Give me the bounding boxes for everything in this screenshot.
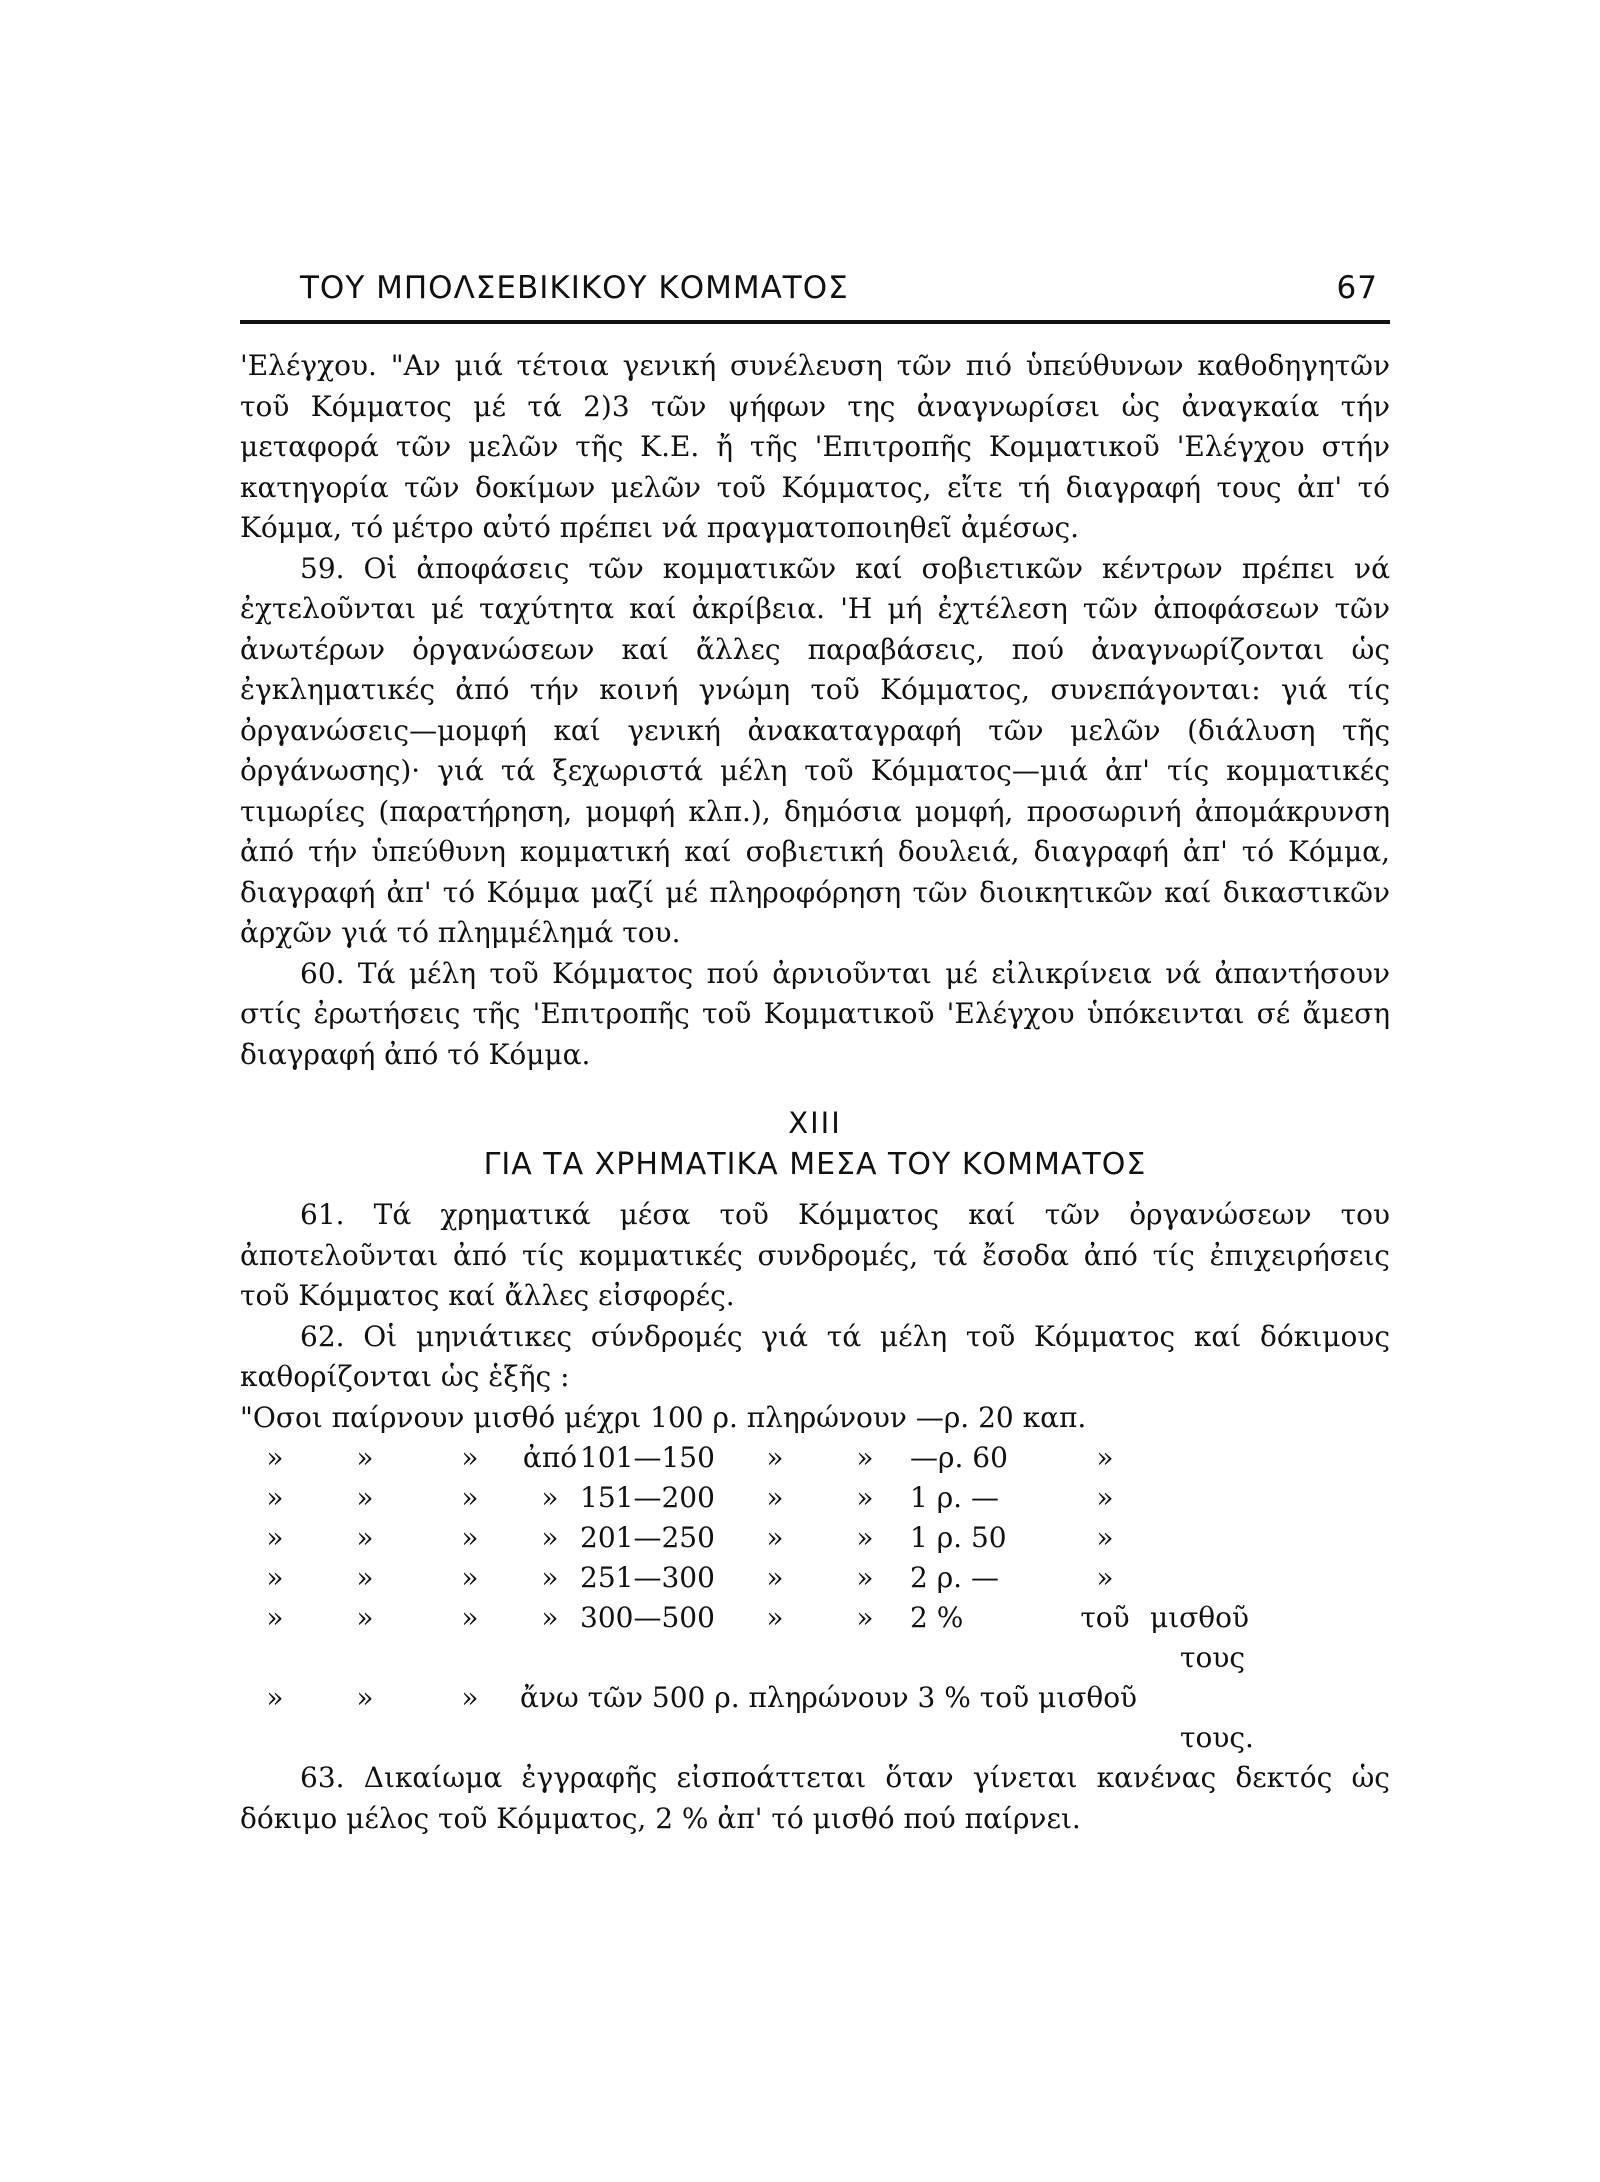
- fee-row: [240, 1478, 1390, 1518]
- ditto-mark: »: [356, 1441, 374, 1474]
- ditto-mark: »: [1096, 1481, 1114, 1514]
- ditto-mark: »: [1096, 1441, 1114, 1474]
- range-prefix: »: [541, 1601, 559, 1634]
- book-page: [240, 270, 1390, 1839]
- fee-row: [240, 1438, 1390, 1478]
- fee-tail: μισθοῦ: [1150, 1601, 1250, 1634]
- page-number: 67: [1336, 270, 1378, 306]
- ditto-mark: »: [266, 1601, 284, 1634]
- ditto-mark: »: [766, 1441, 784, 1474]
- salary-range: 151—200: [580, 1481, 715, 1514]
- ditto-mark: »: [266, 1681, 284, 1714]
- paragraph-59: 59. Οἱ ἀποφάσεις τῶν κομματικῶν καί σοβιετικῶν κέντρων πρέπει νά ἐχτελοῦνται μέ ταχύτητα καί ἀκρίβεια. 'Η μή ἐχτέλεση τῶν ἀποφάσεων τῶν ἀνωτέρων ὀργανώσεων καί ἄλλες παραβάσεις, πού ἀναγνωρίζονται ὡς ἐγκληματικές ἀπό τήν κοινή γνώμη τοῦ Κόμματος, συνεπάγονται: γιά τίς ὀργανώσεις—μομφή καί γενική ἀνακαταγραφή τῶν μελῶν (διάλυση τῆς ὀργάνωσης)· γιά τά ξεχωριστά μέλη τοῦ Κόμματος—μιά ἀπ' τίς κομματικές τιμωρίες (παρατήρηση, μομφή κλπ.), δημόσια μομφή, προσωρινή ἀπομάκρυνση ἀπό τήν ὑπεύθυνη κομματική καί σοβιετική δουλειά, διαγραφή ἀπ' τό Κόμμα, διαγραφή ἀπ' τό Κόμμα μαζί μέ πληροφόρηση τῶν διοικητικῶν καί δικαστικῶν ἀρχῶν γιά τό πλημμέλημά του.: [240, 551, 1390, 949]
- ditto-mark: »: [461, 1681, 479, 1714]
- header-rule: [240, 320, 1390, 324]
- fee-tail: [1150, 1478, 1390, 1518]
- range-prefix: »: [541, 1481, 559, 1514]
- fee-amount: 2 %: [910, 1601, 964, 1634]
- fee-row: [240, 1518, 1390, 1558]
- fee-tail-continuation: τους: [1180, 1641, 1246, 1674]
- ditto-mark: »: [1096, 1521, 1114, 1554]
- ditto-mark: »: [766, 1561, 784, 1594]
- salary-range: 300—500: [580, 1601, 715, 1634]
- salary-range: 251—300: [580, 1561, 715, 1594]
- fee-tail: [1150, 1558, 1390, 1598]
- fee-row-last-continuation: [240, 1718, 1390, 1758]
- fee-last-text: ἄνω τῶν 500 ρ. πληρώνουν 3 % τοῦ μισθοῦ: [520, 1681, 1138, 1714]
- paragraph-62: 62. Οἱ μηνιάτικες σύνδρομές γιά τά μέλη τοῦ Κόμματος καί δόκιμους καθορίζονται ὡς ἑξῆς :: [240, 1319, 1390, 1393]
- ditto-mark: »: [766, 1481, 784, 1514]
- section-title: ΓΙΑ ΤΑ ΧΡΗΜΑΤΙΚΑ ΜΕΣΑ ΤΟΥ ΚΟΜΜΑΤΟΣ: [483, 1147, 1147, 1182]
- ditto-mark: »: [356, 1681, 374, 1714]
- ditto-mark: »: [356, 1481, 374, 1514]
- ditto-mark: »: [356, 1561, 374, 1594]
- ditto-mark: »: [356, 1521, 374, 1554]
- salary-range: 101—150: [580, 1441, 715, 1474]
- paragraph-60: 60. Τά μέλη τοῦ Κόμματος πού ἀρνιοῦνται μέ εἰλικρίνεια νά ἀπαντήσουν στίς ἐρωτήσεις τῆς 'Επιτροπῆς τοῦ Κομματικοῦ 'Ελέγχου ὑπόκεινται σέ ἄμεση διαγραφή ἀπό τό Κόμμα.: [240, 956, 1390, 1071]
- body-text: [240, 346, 1390, 1839]
- running-title: ΤΟΥ ΜΠΟΛΣΕΒΙΚΙΚΟΥ ΚΟΜΜΑΤΟΣ: [300, 270, 849, 306]
- fees-table: [240, 1438, 1390, 1758]
- ditto-mark: »: [266, 1441, 284, 1474]
- fee-tail: [1150, 1518, 1390, 1558]
- fee-last-continuation: τους.: [1180, 1721, 1254, 1754]
- ditto-mark: »: [766, 1521, 784, 1554]
- ditto-mark: »: [266, 1481, 284, 1514]
- paragraph-control-continuation: 'Ελέγχου. "Αν μιά τέτοια γενική συνέλευση τῶν πιό ὑπεύθυνων καθοδηγητῶν τοῦ Κόμματος μέ τά 2)3 τῶν ψήφων της ἀναγνωρίσει ὡς ἀναγκαία τήν μεταφορά τῶν μελῶν τῆς Κ.Ε. ἤ τῆς 'Επιτροπῆς Κομματικοῦ 'Ελέγχου στήν κατηγορία τῶν δοκίμων μελῶν τοῦ Κόμματος, εἴτε τή διαγραφή τους ἀπ' τό Κόμμα, τό μέτρο αὐτό πρέπει νά πραγματοποιηθεῖ ἀμέσως.: [240, 349, 1390, 544]
- range-prefix: ἀπό: [522, 1441, 578, 1474]
- fee-row: [240, 1558, 1390, 1598]
- fee-amount: 2 ρ. —: [910, 1561, 999, 1594]
- ditto-mark: »: [461, 1481, 479, 1514]
- ditto-mark: »: [856, 1481, 874, 1514]
- ditto-mark: »: [461, 1441, 479, 1474]
- ditto-mark: »: [856, 1561, 874, 1594]
- fee-amount: 1 ρ. 50: [910, 1521, 1007, 1554]
- paragraph-61: 61. Τά χρηματικά μέσα τοῦ Κόμματος καί τῶν ὀργανώσεων του ἀποτελοῦνται ἀπό τίς κομματικές συνδρομές, τά ἔσοδα ἀπό τίς ἐπιχειρήσεις τοῦ Κόμματος καί ἄλλες εἰσφορές.: [240, 1198, 1390, 1312]
- fees-first-line: "Οσοι παίρνουν μισθό μέχρι 100 ρ. πληρώνουν —ρ. 20 καπ.: [240, 1400, 1087, 1434]
- ditto-mark: »: [856, 1601, 874, 1634]
- fee-amount: 1 ρ. —: [910, 1481, 999, 1514]
- ditto-mark: »: [461, 1601, 479, 1634]
- fee-amount: —ρ. 60: [910, 1441, 1008, 1474]
- ditto-mark: »: [1096, 1561, 1114, 1594]
- fee-row-last: [240, 1678, 1390, 1718]
- range-prefix: »: [541, 1521, 559, 1554]
- fee-tail-word: τοῦ: [1080, 1601, 1130, 1634]
- ditto-mark: »: [461, 1561, 479, 1594]
- range-prefix: »: [541, 1561, 559, 1594]
- ditto-mark: »: [266, 1521, 284, 1554]
- salary-range: 201—250: [580, 1521, 715, 1554]
- ditto-mark: »: [856, 1521, 874, 1554]
- ditto-mark: »: [461, 1521, 479, 1554]
- ditto-mark: »: [356, 1601, 374, 1634]
- section-number: XIII: [788, 1106, 842, 1140]
- fee-tail: [1150, 1438, 1390, 1478]
- running-head: [240, 270, 1390, 306]
- ditto-mark: »: [856, 1441, 874, 1474]
- ditto-mark: »: [266, 1561, 284, 1594]
- ditto-mark: »: [766, 1601, 784, 1634]
- fee-row: [240, 1598, 1390, 1638]
- paragraph-63: 63. Δικαίωμα ἐγγραφῆς εἰσποάττεται ὅταν γίνεται κανένας δεκτός ὡς δόκιμο μέλος τοῦ Κόμματος, 2 % ἀπ' τό μισθό πού παίρνει.: [240, 1761, 1390, 1835]
- fee-row-continuation: [240, 1638, 1390, 1678]
